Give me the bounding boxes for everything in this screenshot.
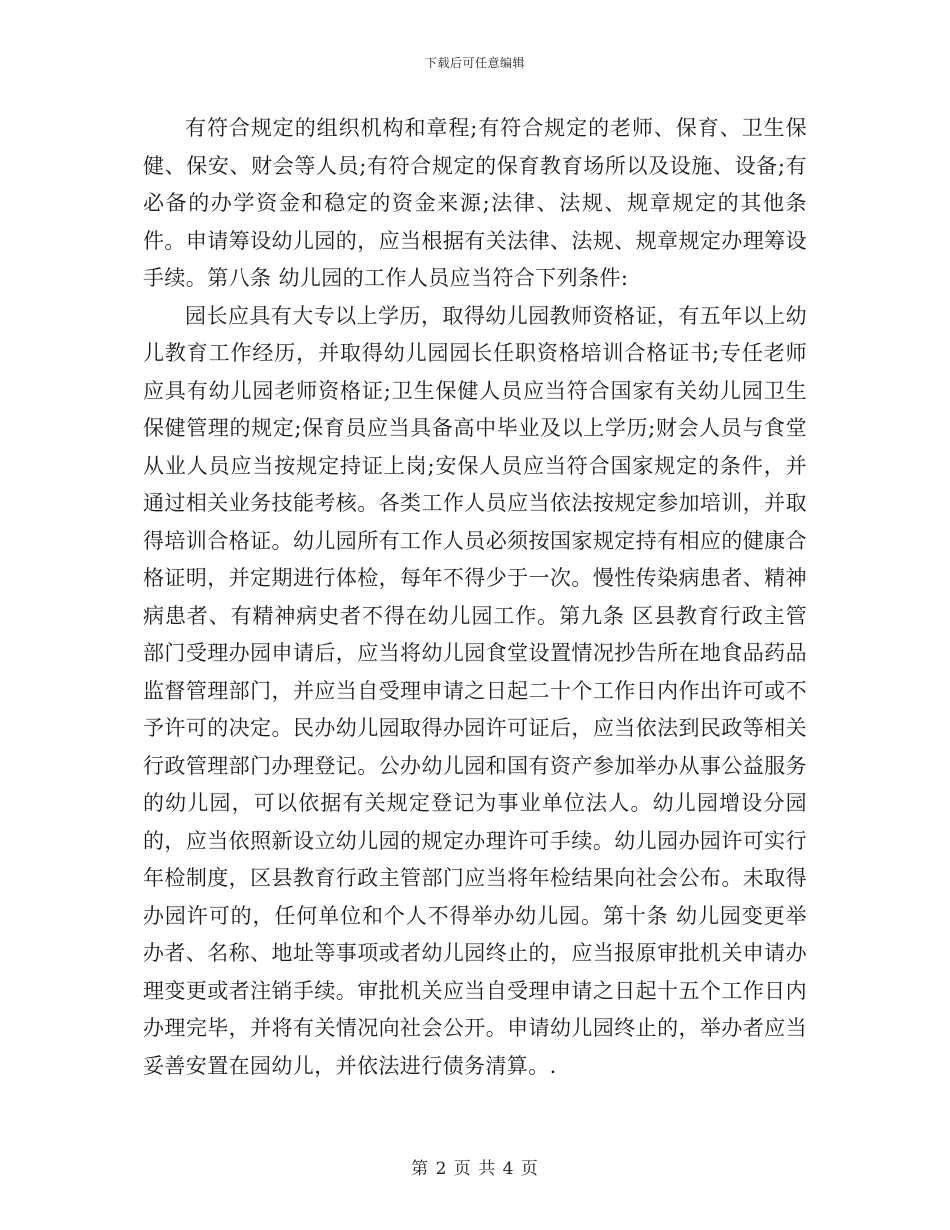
paragraph-1: 有符合规定的组织机构和章程;有符合规定的老师、保育、卫生保健、保安、财会等人员;有符合规定的保育教育场所以及设施、设备;有必备的办学资金和稳定的资金来源;法律、法规、规章规定的其他条件。申请筹设幼儿园的，应当根据有关法律、法规、规章规定办理筹设手续。第八条 幼儿园的工作人员应当符合下列条件: — [143, 116, 807, 290]
page-header: 下载后可任意编辑 — [424, 56, 525, 70]
document-body — [143, 110, 807, 1085]
page-number: 第 2 页 共 4 页 — [411, 1159, 539, 1179]
paragraph-2: 园长应具有大专以上学历，取得幼儿园教师资格证，有五年以上幼儿教育工作经历，并取得幼儿园园长任职资格培训合格证书;专任老师应具有幼儿园老师资格证;卫生保健人员应当符合国家有关幼儿园卫生保健管理的规定;保育员应当具备高中毕业及以上学历;财会人员与食堂从业人员应当按规定持证上岗;安保人员应当符合国家规定的条件，并通过相关业务技能考核。各类工作人员应当依法按规定参加培训，并取得培训合格证。幼儿园所有工作人员必须按国家规定持有相应的健康合格证明，并定期进行体检，每年不得少于一次。慢性传染病患者、精神病患者、有精神病史者不得在幼儿园工作。第九条 区县教育行政主管部门受理办园申请后，应当将幼儿园食堂设置情况抄告所在地食品药品监督管理部门，并应当自受理申请之日起二十个工作日内作出许可或不予许可的决定。民办幼儿园取得办园许可证后，应当依法到民政等相关行政管理部门办理登记。公办幼儿园和国有资产参加举办从事公益服务的幼儿园，可以依据有关规定登记为事业单位法人。幼儿园增设分园的，应当依照新设立幼儿园的规定办理许可手续。幼儿园办园许可实行年检制度，区县教育行政主管部门应当将年检结果向社会公布。未取得办园许可的，任何单位和个人不得举办幼儿园。第十条 幼儿园变更举办者、名称、地址等事项或者幼儿园终止的，应当报原审批机关申请办理变更或者注销手续。审批机关应当自受理申请之日起十五个工作日内办理完毕，并将有关情况向社会公开。申请幼儿园终止的，举办者应当妥善安置在园幼儿，并依法进行债务清算。. — [143, 303, 807, 1078]
